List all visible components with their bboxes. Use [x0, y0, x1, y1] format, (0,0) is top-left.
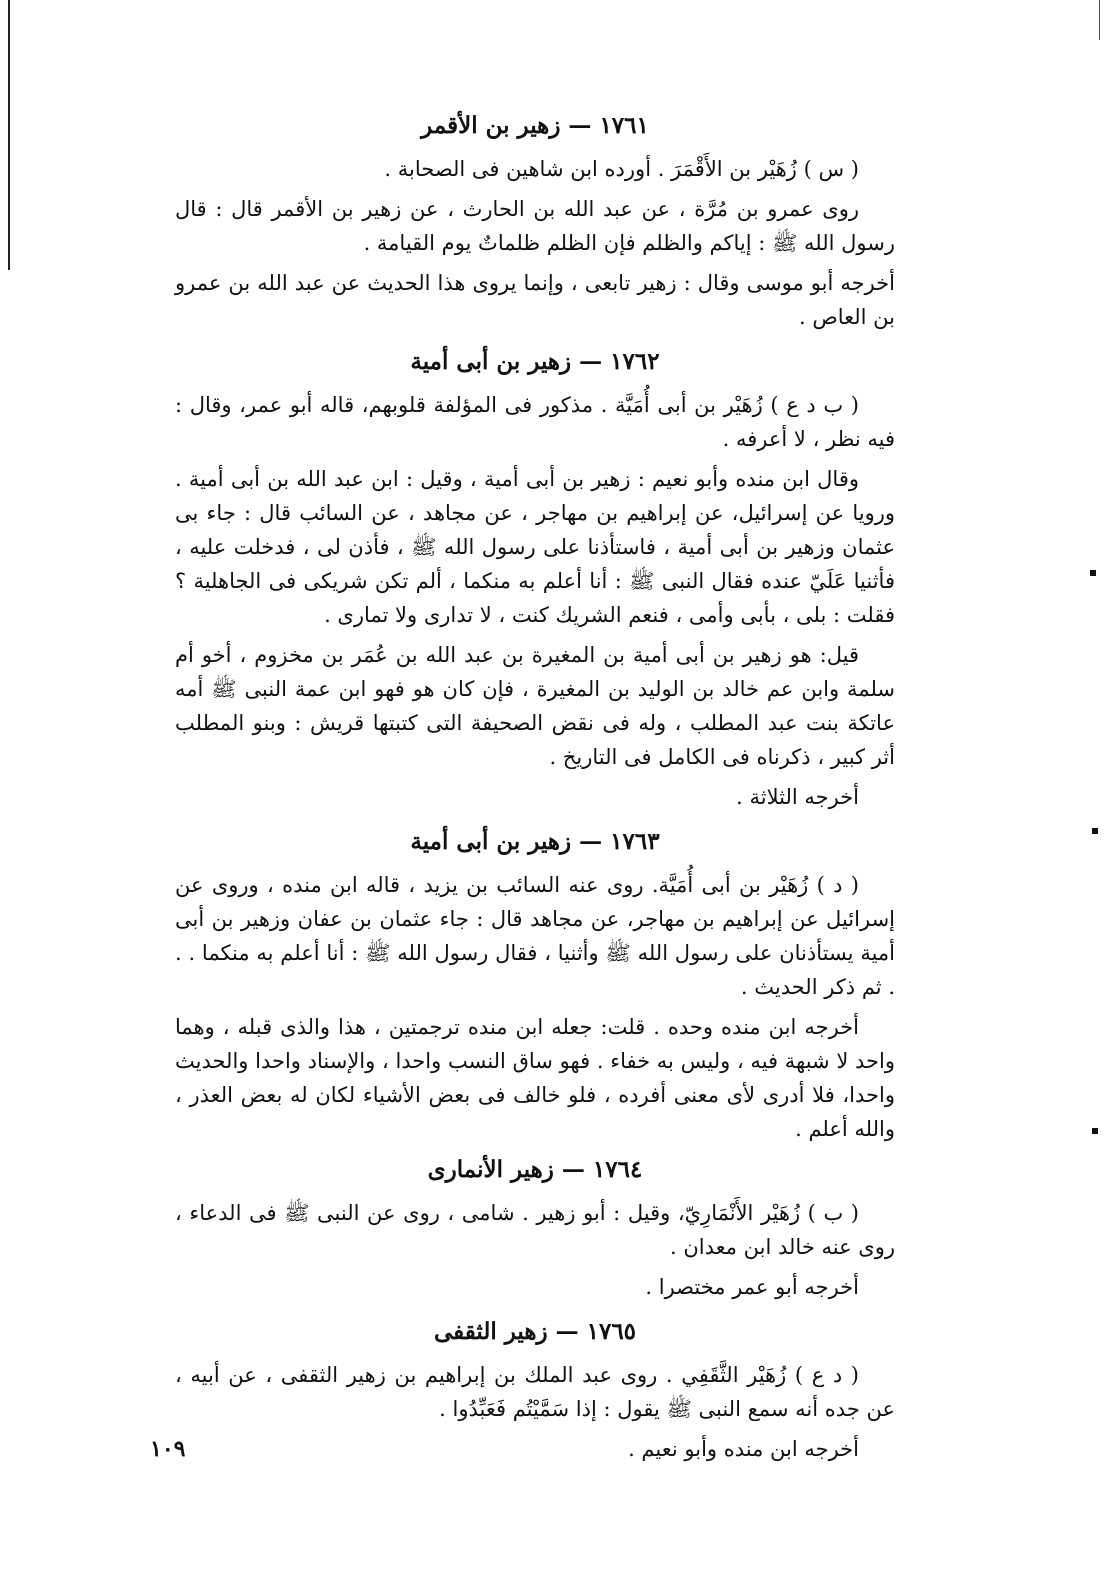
- entry-title: ١٧٦٥ — زهير الثقفى: [433, 1318, 637, 1345]
- source-note: أخرجه أبو موسى وقال : زهير تابعى ، وإنما يروى هذا الحديث عن عبد الله بن عمرو بن العاص .: [175, 271, 895, 329]
- entry-paragraph: ( د ) زُهَيْر بن أبى أُمَيَّة. روى عنه السائب بن يزيد ، قاله ابن منده ، وروى عن إسرائيل عن إبراهيم بن مهاجر، عن مجاهد قال : جاء عثمان بن عفان وزهير بن أبى أمية يستأذنان على رسول الله ﷺ وأثنيا ، فقال رسول الله ﷺ : أنا أعلم به منكما . . . ثم ذكر الحديث .: [175, 873, 895, 999]
- entry-title: ١٧٦٣ — زهير بن أبى أمية: [410, 828, 660, 855]
- source-note: أخرجه ابن منده وأبو نعيم .: [628, 1437, 859, 1461]
- entry-title: ١٧٦٤ — زهير الأنمارى: [427, 1156, 643, 1183]
- entry: [175, 1152, 895, 1304]
- margin-mark: [1090, 570, 1096, 576]
- entry-paragraph: ( ب د ع ) زُهَيْر بن أبى أُمَيَّة . مذكور فى المؤلفة قلوبهم، قاله أبو عمر، وقال : فيه نظر ، لا أعرفه .: [175, 393, 895, 451]
- entry: [175, 108, 895, 334]
- entry: [175, 1314, 895, 1466]
- entry: [175, 344, 895, 814]
- source-note: أخرجه أبو عمر مختصرا .: [645, 1275, 859, 1299]
- entry-paragraph: روى عمرو بن مُرَّة ، عن عبد الله بن الحارث ، عن زهير بن الأقمر قال : قال رسول الله ﷺ : إياكم والظلم فإن الظلم ظلماتٌ يوم القيامة .: [175, 197, 895, 255]
- main-text: [175, 108, 895, 1476]
- entry-title: ١٧٦٢ — زهير بن أبى أمية: [410, 348, 660, 375]
- scan-edge-line: [8, 0, 10, 270]
- entry-paragraph: قيل: هو زهير بن أبى أمية بن المغيرة بن عبد الله بن عُمَر بن مخزوم ، أخو أم سلمة وابن عم خالد بن الوليد بن المغيرة ، فإن كان هو فهو ابن عمة النبى ﷺ أمه عاتكة بنت عبد المطلب ، وله فى نقض الصحيفة التى كتبتها قريش : وبنو المطلب أثر كبير ، ذكرناه فى الكامل فى التاريخ .: [175, 643, 895, 769]
- entry: [175, 824, 895, 1146]
- entry-paragraph: ( س ) زُهَيْر بن الأَقْمَرَ . أورده ابن شاهين فى الصحابة .: [384, 157, 859, 181]
- entry-paragraph: ( د ع ) زُهَيْر الثَّقَفِي . روى عبد الملك بن إبراهيم بن زهير الثقفى ، عن أبيه ، عن جده أنه سمع النبى ﷺ يقول : إذا سَمَّيْتُم فَعَبِّدُوا .: [175, 1363, 895, 1421]
- entry-paragraph: أخرجه ابن منده وحده . قلت: جعله ابن منده ترجمتين ، هذا والذى قبله ، وهما واحد لا شبهة فيه ، وليس به خفاء . فهو ساق النسب واحدا ، والإسناد واحدا والحديث واحدا، فلا أدرى لأى معنى أفرده ، فلو خالف فى بعض الأشياء لكان له بعض العذر ، والله أعلم .: [175, 1015, 895, 1141]
- entry-title: ١٧٦١ — زهير بن الأقمر: [421, 112, 649, 139]
- scan-edge-line: [1099, 0, 1100, 40]
- source-note: أخرجه الثلاثة .: [736, 785, 859, 809]
- entry-paragraph: وقال ابن منده وأبو نعيم : زهير بن أبى أمية ، وقيل : ابن عبد الله بن أبى أمية . ورويا عن إسرائيل، عن إبراهيم بن مهاجر ، عن مجاهد ، عن السائب قال : جاء بى عثمان وزهير بن أبى أمية ، فاستأذنا على رسول الله ﷺ ، فأذن لى ، فدخلت عليه ، فأثنيا عَلَيّ عنده فقال النبى ﷺ : أنا أعلم به منكما ، ألم تكن شريكى فى الجاهلية ؟ فقلت : بلى ، بأبى وأمى ، فنعم الشريك كنت ، لا تدارى ولا تمارى .: [175, 467, 895, 627]
- margin-mark: [1092, 828, 1098, 834]
- page-number: ١٠٩: [150, 1436, 186, 1462]
- entry-paragraph: ( ب ) زُهَيْر الأَنْمَارِيّ، وقيل : أبو زهير . شامى ، روى عن النبى ﷺ فى الدعاء ، روى عنه خالد ابن معدان .: [175, 1201, 895, 1259]
- margin-mark: [1092, 1128, 1098, 1134]
